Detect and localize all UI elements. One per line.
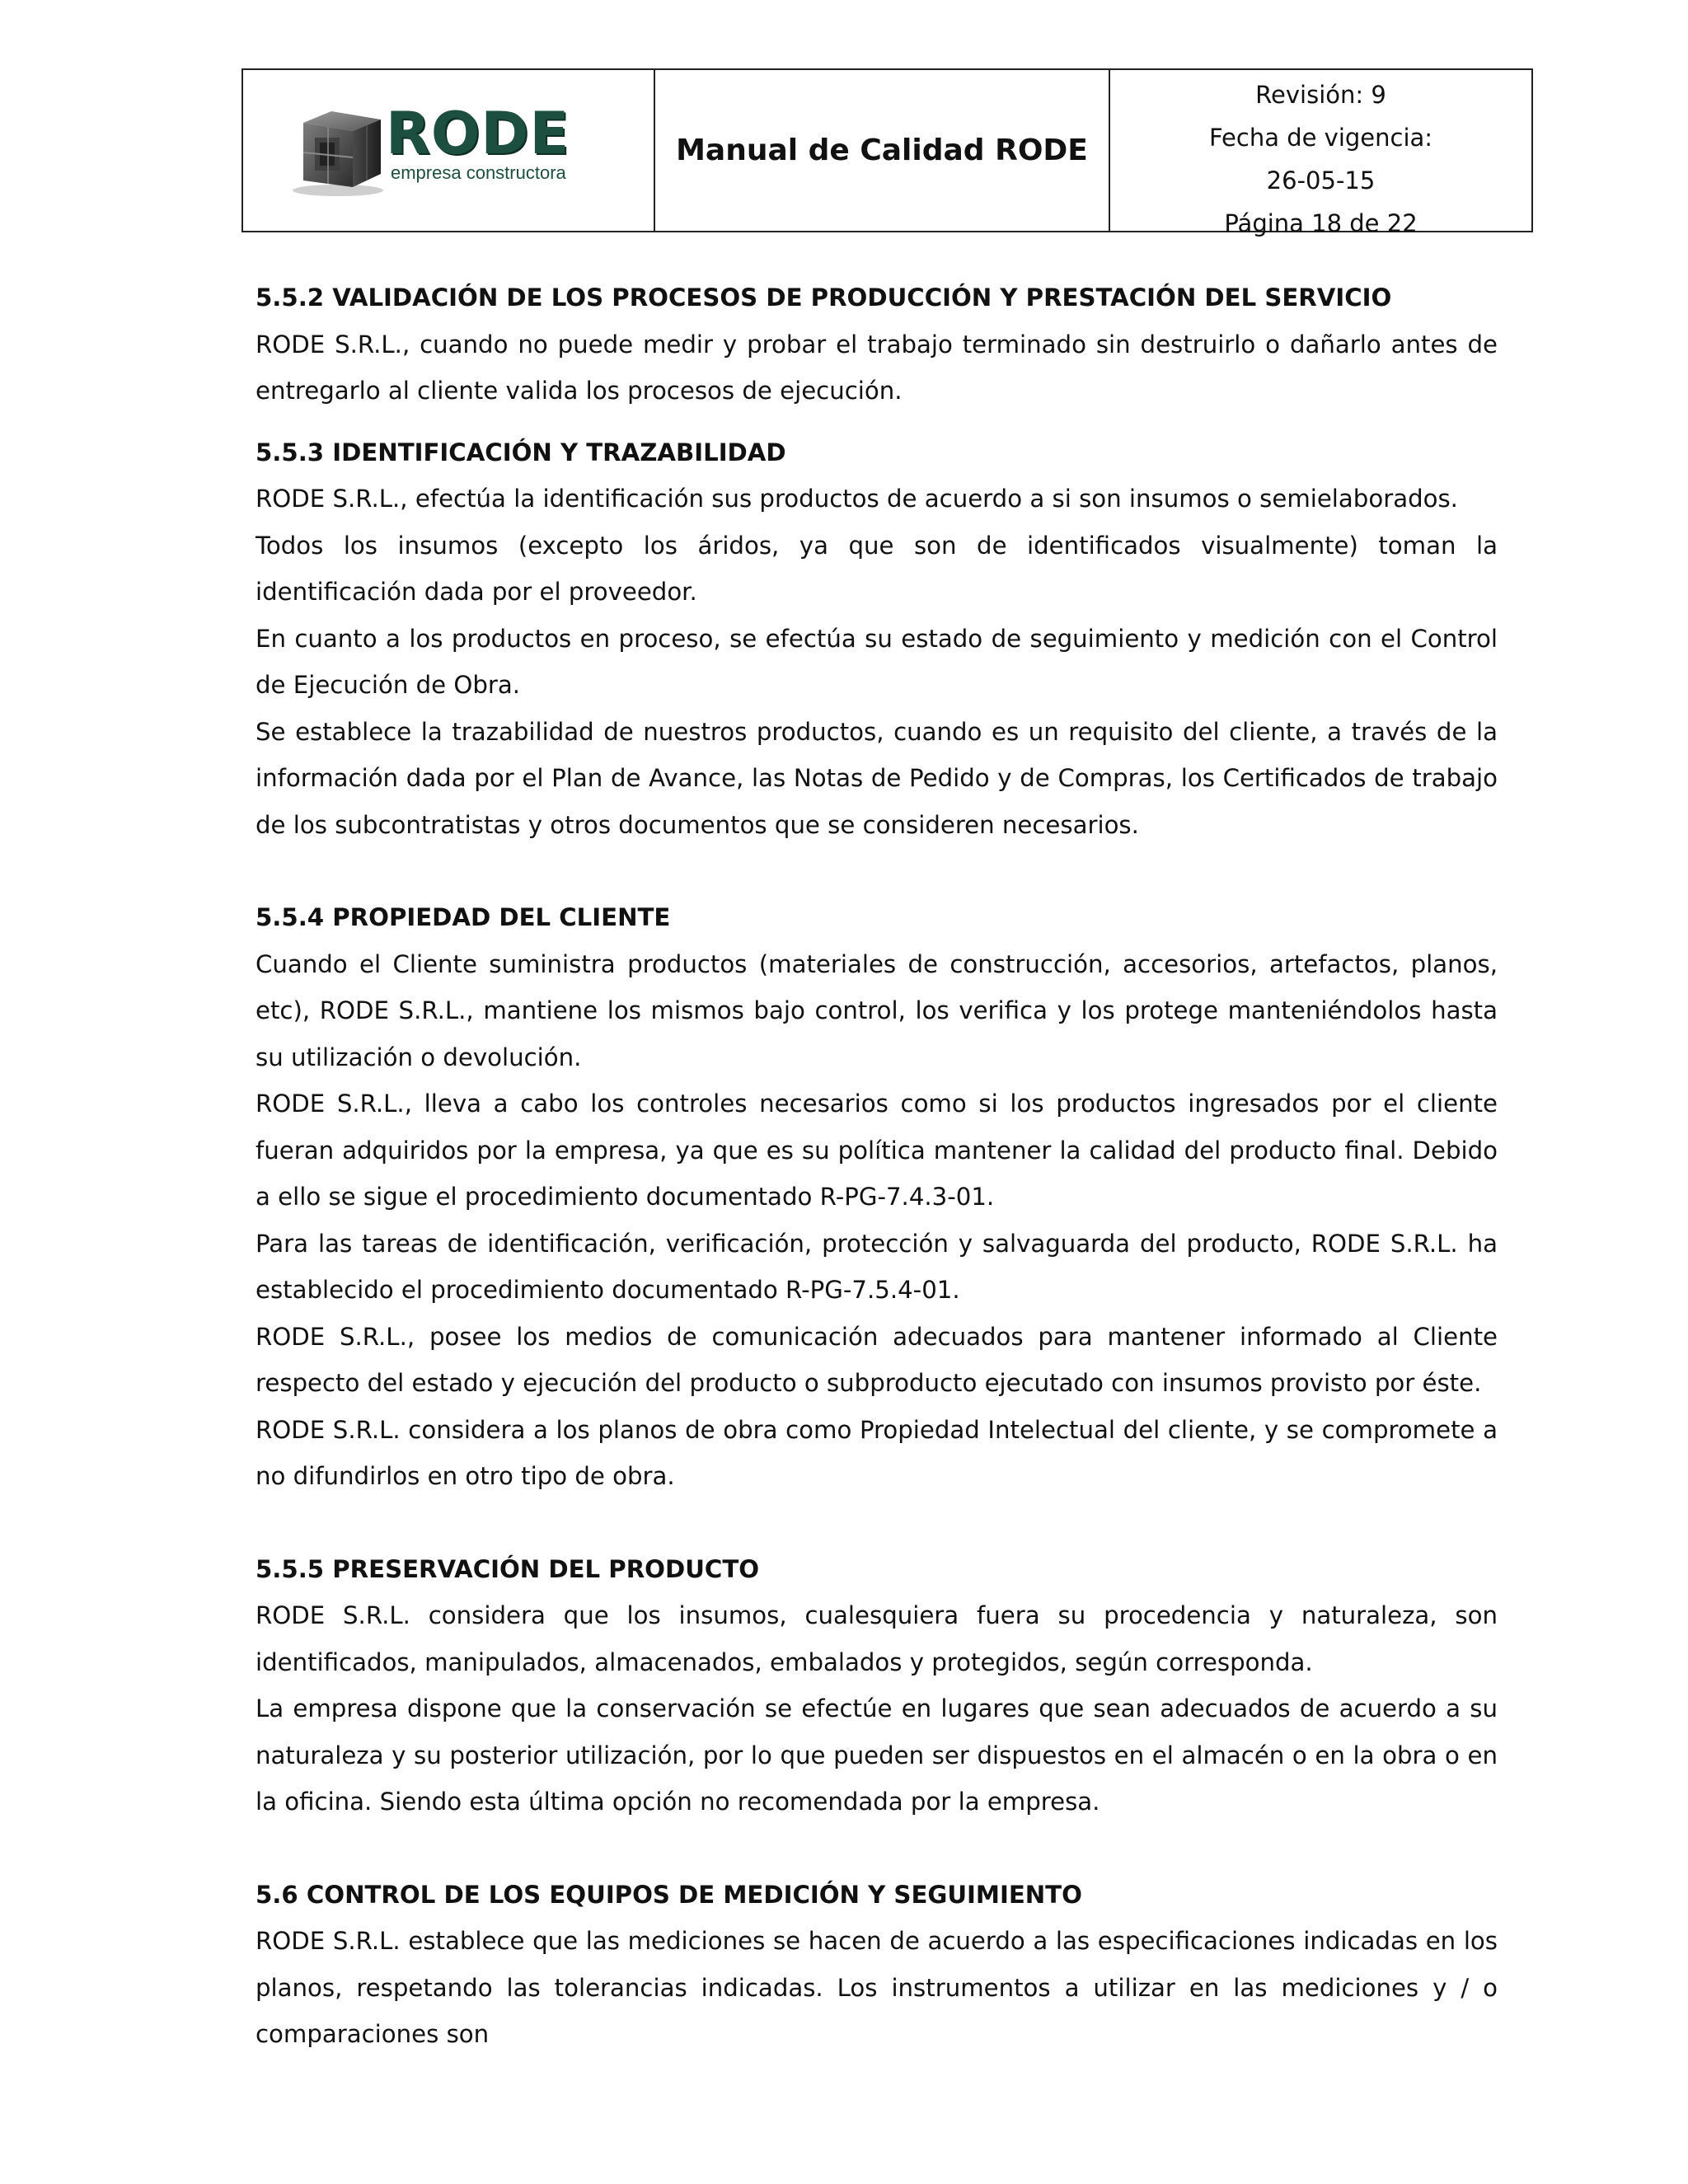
paragraph: Cuando el Cliente suministra productos (materiales de construcción, accesorios, artefactos, planos, etc), RODE S.R.L., mantiene los mismos bajo control, los verifica y los protege manteniéndolos hasta su utilización o devolución.: [256, 949, 1498, 1071]
header-logo-cell: [243, 70, 655, 231]
paragraph: RODE S.R.L. establece que las mediciones se hacen de acuerdo a las especificaciones indicadas en los planos, respetando las tolerancias indicadas. Los instrumentos a utilizar en las mediciones y / o comparaciones son: [256, 1927, 1498, 2048]
section-heading-5-5-2: 5.5.2 VALIDACIÓN DE LOS PROCESOS DE PRODUCCIÓN Y PRESTACIÓN DEL SERVICIO: [256, 284, 1392, 312]
section-heading-5-5-4: 5.5.4 PROPIEDAD DEL CLIENTE: [256, 903, 671, 931]
paragraph: RODE S.R.L., efectúa la identificación sus productos de acuerdo a si son insumos o semielaborados.: [256, 485, 1458, 513]
header-title-cell: [655, 70, 1110, 231]
page-number: Página 18 de 22: [1224, 209, 1418, 237]
paragraph: Para las tareas de identificación, verificación, protección y salvaguarda del producto, RODE S.R.L. ha establecido el procedimiento documentado R-PG-7.5.4-01.: [256, 1229, 1498, 1304]
header-meta-cell: [1110, 70, 1531, 237]
logo-wordmark: RODE: [386, 100, 570, 167]
paragraph: RODE S.R.L. considera que los insumos, cualesquiera fuera su procedencia y naturaleza, son identificados, manipulados, almacenados, embalados y protegidos, según corresponda.: [256, 1601, 1498, 1676]
paragraph: En cuanto a los productos en proceso, se efectúa su estado de seguimiento y medición con el Control de Ejecución de Obra.: [256, 624, 1498, 699]
company-logo: [288, 100, 585, 202]
revision-label: Revisión: 9: [1255, 81, 1386, 109]
document-body: [256, 274, 1498, 2058]
document-header-table: [241, 68, 1533, 237]
section-heading-5-5-5: 5.5.5 PRESERVACIÓN DEL PRODUCTO: [256, 1554, 760, 1583]
paragraph: RODE S.R.L. considera a los planos de obra como Propiedad Intelectual del cliente, y se compromete a no difundirlos en otro tipo de obra.: [256, 1415, 1498, 1490]
logo-tagline: empresa constructora: [391, 162, 566, 183]
paragraph: Todos los insumos (excepto los áridos, ya que son de identificados visualmente) toman la identificación dada por el proveedor.: [256, 531, 1498, 606]
document-title: Manual de Calidad RODE: [676, 134, 1088, 167]
paragraph: Se establece la trazabilidad de nuestros productos, cuando es un requisito del cliente, a través de la información dada por el Plan de Avance, las Notas de Pedido y de Compras, los Certificados de trabajo de los subcontratistas y otros documentos que se consideren necesarios.: [256, 717, 1498, 839]
paragraph: RODE S.R.L., posee los medios de comunicación adecuados para mantener informado al Cliente respecto del estado y ejecución del producto o subproducto ejecutado con insumos provisto por éste.: [256, 1322, 1498, 1397]
logo-block-icon: [288, 105, 386, 197]
effective-date-label: Fecha de vigencia:: [1208, 124, 1433, 152]
paragraph: RODE S.R.L., lleva a cabo los controles necesarios como si los productos ingresados por el cliente fueran adquiridos por la empresa, ya que es su política mantener la calidad del producto final. Debido a ello se sigue el procedimiento documentado R-PG-7.4.3-01.: [256, 1090, 1498, 1211]
effective-date-value: 26-05-15: [1266, 166, 1376, 194]
section-heading-5-6: 5.6 CONTROL DE LOS EQUIPOS DE MEDICIÓN Y SEGUIMIENTO: [256, 1880, 1082, 1909]
paragraph: RODE S.R.L., cuando no puede medir y probar el trabajo terminado sin destruirlo o dañarlo antes de entregarlo al cliente valida los procesos de ejecución.: [256, 330, 1498, 405]
paragraph: La empresa dispone que la conservación se efectúe en lugares que sean adecuados de acuerdo a su naturaleza y su posterior utilización, por lo que pueden ser dispuestos en el almacén o en la obra o en la oficina. Siendo esta última opción no recomendada por la empresa.: [256, 1694, 1498, 1816]
section-heading-5-5-3: 5.5.3 IDENTIFICACIÓN Y TRAZABILIDAD: [256, 438, 786, 466]
